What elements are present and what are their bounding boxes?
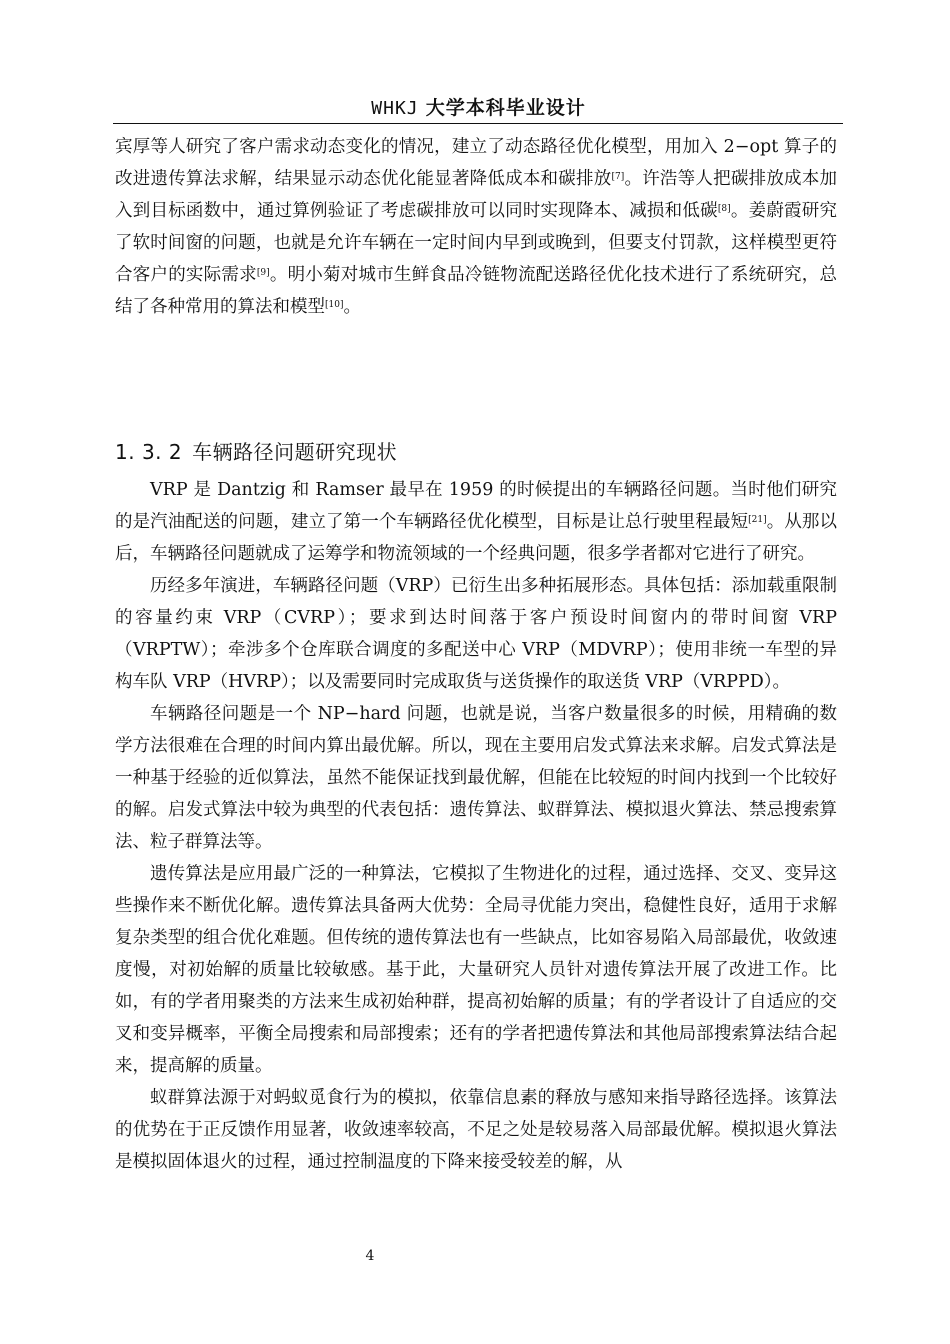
section-number: 1. 3. 2 bbox=[115, 440, 183, 464]
citation: [7] bbox=[611, 172, 625, 182]
body-block-top bbox=[115, 131, 837, 323]
paragraph-vrp-variants: 历经多年演进，车辆路径问题（VRP）已衍生出多种拓展形态。具体包括：添加载重限制的容量约束 VRP（CVRP）；要求到达时间落于客户预设时间窗内的带时间窗 VRP（VRPTW）；牵涉多个仓库联合调度的多配送中心 VRP（MDVRP）；使用非统一车型的异构车队 VRP（HVRP）；以及需要同时完成取货与送货操作的取送货 VRP（VRPPD）。 bbox=[115, 576, 837, 692]
text-run: 。明小菊对城市生鲜食品冷链物流配送路径优化技术进行了系统研究，总结了各种常用的算法和模型 bbox=[115, 265, 838, 317]
citation: [9] bbox=[256, 268, 270, 278]
header-rule bbox=[113, 123, 843, 124]
paragraph-ant-colony: 蚁群算法源于对蚂蚁觅食行为的模拟，依靠信息素的释放与感知来指导路径选择。该算法的优势在于正反馈作用显著，收敛速率较高，不足之处是较易落入局部最优解。模拟退火算法是模拟固体退火的过程，通过控制温度的下降来接受较差的解，从 bbox=[115, 1088, 837, 1172]
page-header bbox=[115, 93, 842, 120]
section-heading bbox=[115, 436, 397, 465]
text-run: 。许浩等人把碳排放成本加入到目标函数中，通过算例验证了考虑碳排放可以同时实现降本、减损和低碳 bbox=[115, 169, 838, 221]
paragraph-genetic-algorithm: 遗传算法是应用最广泛的一种算法，它模拟了生物进化的过程，通过选择、交叉、变异这些操作来不断优化解。遗传算法具备两大优势：全局寻优能力突出，稳健性良好，适用于求解复杂类型的组合优化难题。但传统的遗传算法也有一些缺点，比如容易陷入局部最优，收敛速度慢，对初始解的质量比较敏感。基于此，大量研究人员针对遗传算法开展了改进工作。比如，有的学者用聚类的方法来生成初始种群，提高初始解的质量；有的学者设计了自适应的交叉和变异概率，平衡全局搜索和局部搜索；还有的学者把遗传算法和其他局部搜索算法结合起来，提高解的质量。 bbox=[115, 864, 837, 1076]
text-run: 。 bbox=[343, 297, 361, 317]
citation: [10] bbox=[325, 300, 344, 310]
header-latin: WHKJ bbox=[371, 98, 419, 119]
citation: [21] bbox=[748, 515, 767, 525]
header-title: 大学本科毕业设计 bbox=[425, 97, 586, 119]
text-run: VRP 是 Dantzig 和 Ramser 最早在 1959 的时候提出的车辆路径问题。当时他们研究的是汽油配送的问题，建立了第一个车辆路径优化模型，目标是让总行驶里程最短 bbox=[115, 480, 837, 532]
page-number: 4 bbox=[365, 1248, 375, 1264]
paragraph-vrp-intro bbox=[115, 474, 837, 570]
paragraph-literature bbox=[115, 131, 837, 323]
paragraph-np-hard: 车辆路径问题是一个 NP−hard 问题，也就是说，当客户数量很多的时候，用精确的数学方法很难在合理的时间内算出最优解。所以，现在主要用启发式算法来求解。启发式算法是一种基于经验的近似算法，虽然不能保证找到最优解，但能在比较短的时间内找到一个比较好的解。启发式算法中较为典型的代表包括：遗传算法、蚁群算法、模拟退火算法、禁忌搜索算法、粒子群算法等。 bbox=[115, 704, 837, 852]
text-run: 。从那以后，车辆路径问题就成了运筹学和物流领域的一个经典问题，很多学者都对它进行了研究。 bbox=[115, 512, 838, 564]
section-title: 车辆路径问题研究现状 bbox=[192, 440, 398, 464]
citation: [8] bbox=[717, 204, 731, 214]
text-run: 宾厚等人研究了客户需求动态变化的情况，建立了动态路径优化模型，用加入 2−opt 算子的改进遗传算法求解，结果显示动态优化能显著降低成本和碳排放 bbox=[115, 137, 837, 189]
body-block-main bbox=[115, 474, 837, 1178]
text-run: 。姜蔚霞研究了软时间窗的问题，也就是允许车辆在一定时间内早到或晚到，但要支付罚款，这样模型更符合客户的实际需求 bbox=[115, 201, 838, 285]
